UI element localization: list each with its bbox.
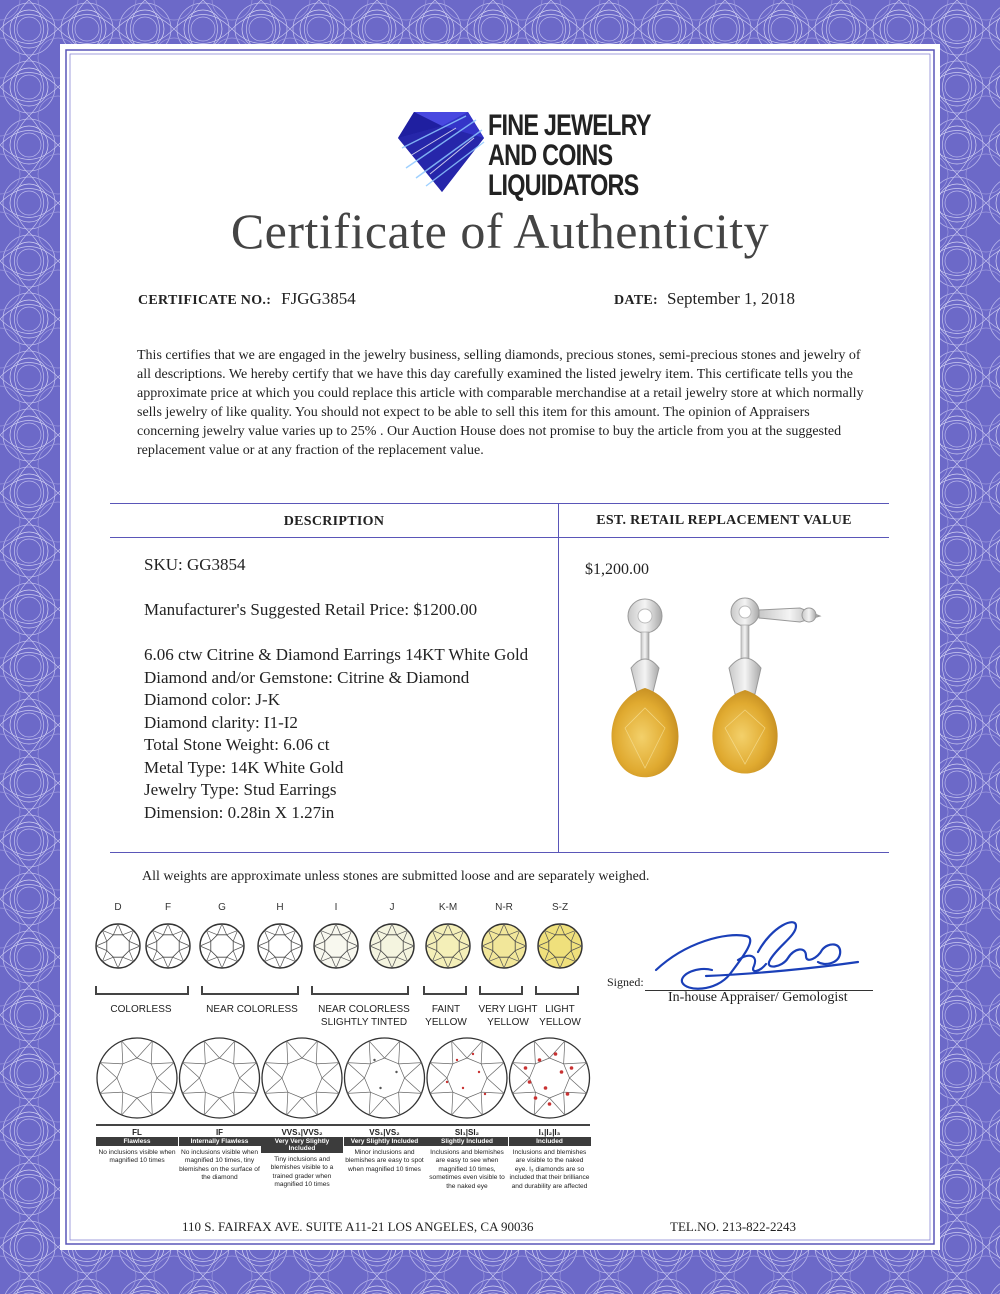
replacement-value: $1,200.00 <box>585 561 649 578</box>
clarity-grade <box>509 1128 591 1191</box>
clarity-grade-code: SI₁|SI₂ <box>454 1128 480 1137</box>
table-divider <box>558 504 559 853</box>
appraiser-title: In-house Appraiser/ Gemologist <box>668 990 848 1005</box>
certificate-number-row <box>138 289 356 309</box>
color-category-line: COLORLESS <box>110 1004 172 1015</box>
color-category-label <box>94 1003 188 1016</box>
footer-address: 110 S. FAIRFAX AVE. SUITE A11-21 LOS ANGELES, CA 90036 <box>182 1219 534 1234</box>
clarity-grade <box>96 1128 178 1191</box>
certificate-number-label: CERTIFICATE NO.: <box>138 293 272 308</box>
signed-label: Signed: <box>607 975 644 989</box>
logo-wordmark <box>488 111 651 201</box>
clarity-diamond <box>97 1038 177 1118</box>
clarity-grade-name: Included <box>509 1137 591 1146</box>
color-category-line: YELLOW <box>539 1017 581 1028</box>
color-grade-diamond <box>482 924 526 968</box>
color-grade-diamond <box>96 924 140 968</box>
clarity-grade <box>426 1128 508 1191</box>
clarity-grade <box>179 1128 261 1191</box>
color-grade-diamond <box>314 924 358 968</box>
color-category-label <box>312 1003 416 1029</box>
clarity-grade-description: Tiny inclusions and blemishes visible to a trained grader when magnified 10 times <box>270 1156 334 1189</box>
clarity-grade-code: I₁|I₂|I₃ <box>538 1128 561 1137</box>
color-category-label <box>536 1003 584 1029</box>
color-category-line: NEAR COLORLESS <box>206 1004 298 1015</box>
clarity-scale-diamonds <box>96 1032 592 1126</box>
color-category-label <box>478 1003 538 1029</box>
color-grade-diamond <box>258 924 302 968</box>
clarity-diamond <box>427 1038 507 1118</box>
page-title: Certificate of Authenticity <box>230 203 770 259</box>
clarity-diamond <box>510 1038 590 1118</box>
table-header-rule <box>110 537 889 538</box>
color-grade-letter: I <box>334 902 338 913</box>
color-category-label <box>424 1003 468 1029</box>
certification-statement: This certifies that we are engaged in the jewelry business, selling diamonds, precious stones, semi-precious stones and jewelry of all descriptions. We hereby certify that we have this day carefully examined the listed jewelry item. This certificate tells you the approximate price at which you could replace this article with comparable merchandise at a retail jewelry store at which normally sells jewelry of like quality. You should not expect to be able to sell this item for this amount. The opinion of Appraisers concerning jewelry value varies up to 25% . Our Auction House does not promise to buy the article from you at the suggested replacement value or at any fraction of the replacement value. <box>137 348 864 458</box>
certificate-number: FJGG3854 <box>281 289 356 308</box>
color-grade-diamond <box>538 924 582 968</box>
detail-line: Diamond and/or Gemstone: Citrine & Diamond <box>144 667 470 687</box>
clarity-grade-name: Very Slightly Included <box>344 1137 426 1146</box>
clarity-grade-name: Slightly Included <box>426 1137 508 1146</box>
color-grade-letter: J <box>389 902 395 913</box>
logo-line-1: FINE JEWELRY <box>488 109 651 142</box>
item-details <box>144 644 528 824</box>
detail-line: Jewelry Type: Stud Earrings <box>144 780 337 799</box>
clarity-grade-name: Internally Flawless <box>179 1137 261 1146</box>
clarity-grade-code: VS₁|VS₂ <box>369 1128 400 1137</box>
clarity-grade-description: No inclusions visible when magnified 10 times, tiny blemishes on the surface of the diamond <box>179 1149 260 1182</box>
clarity-diamond <box>262 1038 342 1118</box>
clarity-grade-code: IF <box>215 1128 224 1137</box>
sku: SKU: GG3854 <box>144 555 246 574</box>
color-category-line: YELLOW <box>425 1017 467 1028</box>
clarity-diamond <box>345 1038 425 1118</box>
detail-line: 6.06 ctw Citrine & Diamond Earrings 14KT White Gold <box>144 645 529 664</box>
gem-logo-icon <box>396 108 486 194</box>
color-category-line: VERY LIGHT <box>478 1004 538 1015</box>
description-header: DESCRIPTION <box>283 514 385 529</box>
color-grade-letter: F <box>164 902 172 913</box>
clarity-grade-description: No inclusions visible when magnified 10 times <box>98 1149 176 1165</box>
value-header: EST. RETAIL REPLACEMENT VALUE <box>596 513 852 528</box>
clarity-grade-code: VVS₁|VVS₂ <box>281 1128 323 1137</box>
color-grade-diamond <box>370 924 414 968</box>
detail-line: Dimension: 0.28in X 1.27in <box>144 802 335 822</box>
color-grade-letter: D <box>114 902 122 913</box>
color-grade-letter: N-R <box>495 902 513 913</box>
color-grade-diamond <box>200 924 244 968</box>
clarity-grade-name: Flawless <box>96 1137 178 1146</box>
clarity-grade-code: FL <box>132 1128 142 1137</box>
detail-line: Metal Type: 14K White Gold <box>144 757 344 777</box>
color-grade-diamond <box>146 924 190 968</box>
date-row <box>614 289 795 309</box>
clarity-grade-description: Minor inclusions and blemishes are easy to spot when magnified 10 times <box>345 1149 424 1173</box>
weights-note: All weights are approximate unless stones are submitted loose and are separately weighed. <box>142 869 650 884</box>
color-category-line: FAINT <box>431 1004 461 1015</box>
clarity-grade <box>344 1128 426 1191</box>
clarity-grade-name: Very Very Slightly Included <box>261 1137 343 1153</box>
clarity-grade-description: Inclusions and blemishes are easy to see when magnified 10 times, sometimes even visible to the naked eye <box>429 1149 505 1190</box>
color-category-line: YELLOW <box>487 1017 529 1028</box>
color-grade-letter: K-M <box>438 902 458 913</box>
color-grade-diamond <box>426 924 470 968</box>
msrp: Manufacturer's Suggested Retail Price: $1200.00 <box>144 600 478 619</box>
clarity-grade <box>261 1128 343 1191</box>
color-category-line: SLIGHTLY TINTED <box>320 1017 408 1028</box>
detail-line: Diamond clarity: I1-I2 <box>144 712 298 732</box>
description-table <box>110 503 889 853</box>
earrings-product-image <box>595 588 845 808</box>
color-category-line: LIGHT <box>545 1004 575 1015</box>
date-label: DATE: <box>614 293 659 308</box>
color-grade-letter: H <box>276 902 284 913</box>
logo-line-2: AND COINS <box>488 139 613 172</box>
color-grade-letter: S-Z <box>551 902 569 913</box>
color-category-label <box>200 1003 304 1016</box>
color-scale-diamonds <box>90 918 590 988</box>
detail-line: Diamond color: J-K <box>144 690 280 709</box>
detail-line: Total Stone Weight: 6.06 ct <box>144 735 330 754</box>
color-grade-letter: G <box>218 902 226 913</box>
footer-phone: TEL.NO. 213-822-2243 <box>670 1219 797 1234</box>
color-category-brackets <box>94 984 584 998</box>
date-value: September 1, 2018 <box>667 289 795 308</box>
clarity-grades <box>96 1128 592 1191</box>
color-category-line: NEAR COLORLESS <box>318 1004 410 1015</box>
logo-line-3: LIQUIDATORS <box>488 169 639 202</box>
clarity-diamond <box>180 1038 260 1118</box>
clarity-grade-description: Inclusions and blemishes are visible to the naked eye. I₃ diamonds are so included that their brilliance and durability are affected <box>509 1149 590 1190</box>
clarity-rule <box>96 1124 590 1126</box>
